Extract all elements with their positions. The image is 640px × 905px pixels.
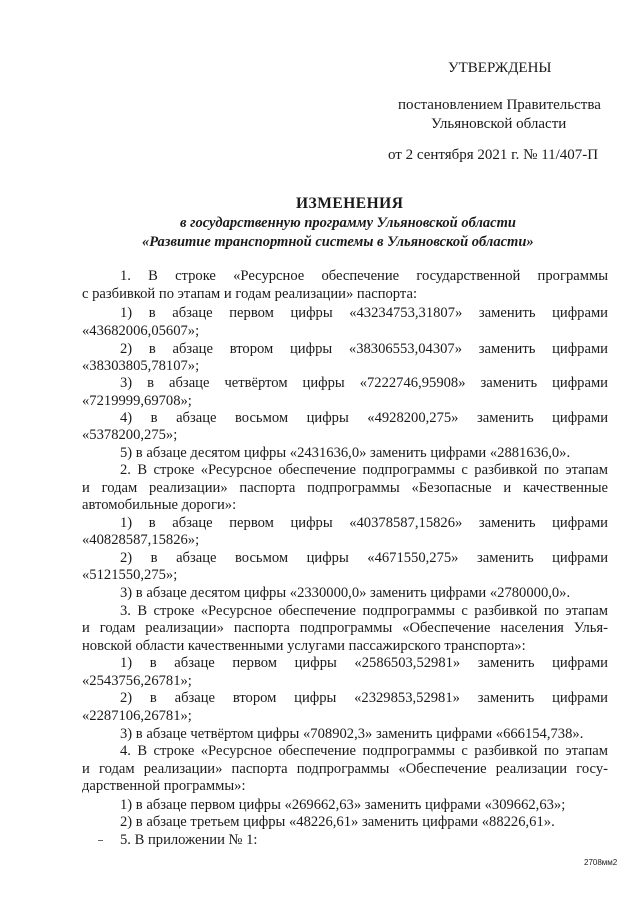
body-line: «5121550,275»; <box>82 567 178 583</box>
body-line: «2543756,26781»; <box>82 673 192 689</box>
body-line: «2287106,26781»; <box>82 708 192 724</box>
footer-stamp: 2708мм2 <box>584 858 618 867</box>
body-line: и годам реализации» паспорта подпрограммы «Обеспечение реализации госу- <box>82 761 608 777</box>
body-line: «7219999,69708»; <box>82 393 192 409</box>
decree-line-2: Ульяновской области <box>431 116 567 132</box>
decree-line-1: постановлением Правительства <box>398 97 601 113</box>
body-line: 4. В строке «Ресурсное обеспечение подпрограммы с разбивкой по этапам <box>120 743 608 759</box>
body-line: с разбивкой по этапам и годам реализации» паспорта: <box>82 286 418 302</box>
body-line: «5378200,275»; <box>82 427 178 443</box>
body-line: 1) в абзаце первом цифры «269662,63» заменить цифрами «309662,63»; <box>120 797 566 813</box>
document-subtitle-1: в государственную программу Ульяновской области <box>180 215 516 231</box>
body-line: 2) в абзаце третьем цифры «48226,61» заменить цифрами «88226,61». <box>120 814 555 830</box>
body-line: «38303805,78107»; <box>82 358 200 374</box>
body-line: 2) в абзаце втором цифры «38306553,04307» заменить цифрами <box>120 341 608 357</box>
body-line: «43682006,05607»; <box>82 323 200 339</box>
body-line: 1. В строке «Ресурсное обеспечение государственной программы <box>120 268 608 284</box>
scan-mark <box>98 840 103 841</box>
body-line: 1) в абзаце первом цифры «43234753,31807» заменить цифрами <box>120 305 608 321</box>
decree-date-number: от 2 сентября 2021 г. № 11/407-П <box>388 147 599 163</box>
body-line: 2) в абзаце втором цифры «2329853,52981» заменить цифрами <box>120 690 608 706</box>
body-line: 5) в абзаце десятом цифры «2431636,0» заменить цифрами «2881636,0». <box>120 445 571 461</box>
body-line: 2) в абзаце восьмом цифры «4671550,275» заменить цифрами <box>120 550 608 566</box>
body-line: 3. В строке «Ресурсное обеспечение подпрограммы с разбивкой по этапам <box>120 603 608 619</box>
body-line: автомобильные дороги»: <box>82 497 237 513</box>
body-line: 3) в абзаце десятом цифры «2330000,0» заменить цифрами «2780000,0». <box>120 585 571 601</box>
body-line: 3) в абзаце четвёртом цифры «7222746,95908» заменить цифрами <box>120 375 608 391</box>
body-line: новской области качественными услугами пассажирского транспорта»: <box>82 638 526 654</box>
body-line: 3) в абзаце четвёртом цифры «708902,3» заменить цифрами «666154,738». <box>120 726 584 742</box>
body-line: 1) в абзаце первом цифры «40378587,15826» заменить цифрами <box>120 515 608 531</box>
document-title: ИЗМЕНЕНИЯ <box>296 195 404 212</box>
body-line: и годам реализации» паспорта подпрограммы «Безопасные и качественные <box>82 480 608 496</box>
document-subtitle-2: «Развитие транспортной системы в Ульяновской области» <box>142 234 534 250</box>
body-line: и годам реализации» паспорта подпрограммы «Обеспечение населения Улья- <box>82 620 608 636</box>
body-line: 5. В приложении № 1: <box>120 832 258 848</box>
body-line: 1) в абзаце первом цифры «2586503,52981» заменить цифрами <box>120 655 608 671</box>
body-line: 4) в абзаце восьмом цифры «4928200,275» заменить цифрами <box>120 410 608 426</box>
body-line: дарственной программы»: <box>82 778 246 794</box>
approved-label: УТВЕРЖДЕНЫ <box>448 60 552 76</box>
body-line: 2. В строке «Ресурсное обеспечение подпрограммы с разбивкой по этапам <box>120 462 608 478</box>
body-line: «40828587,15826»; <box>82 532 200 548</box>
